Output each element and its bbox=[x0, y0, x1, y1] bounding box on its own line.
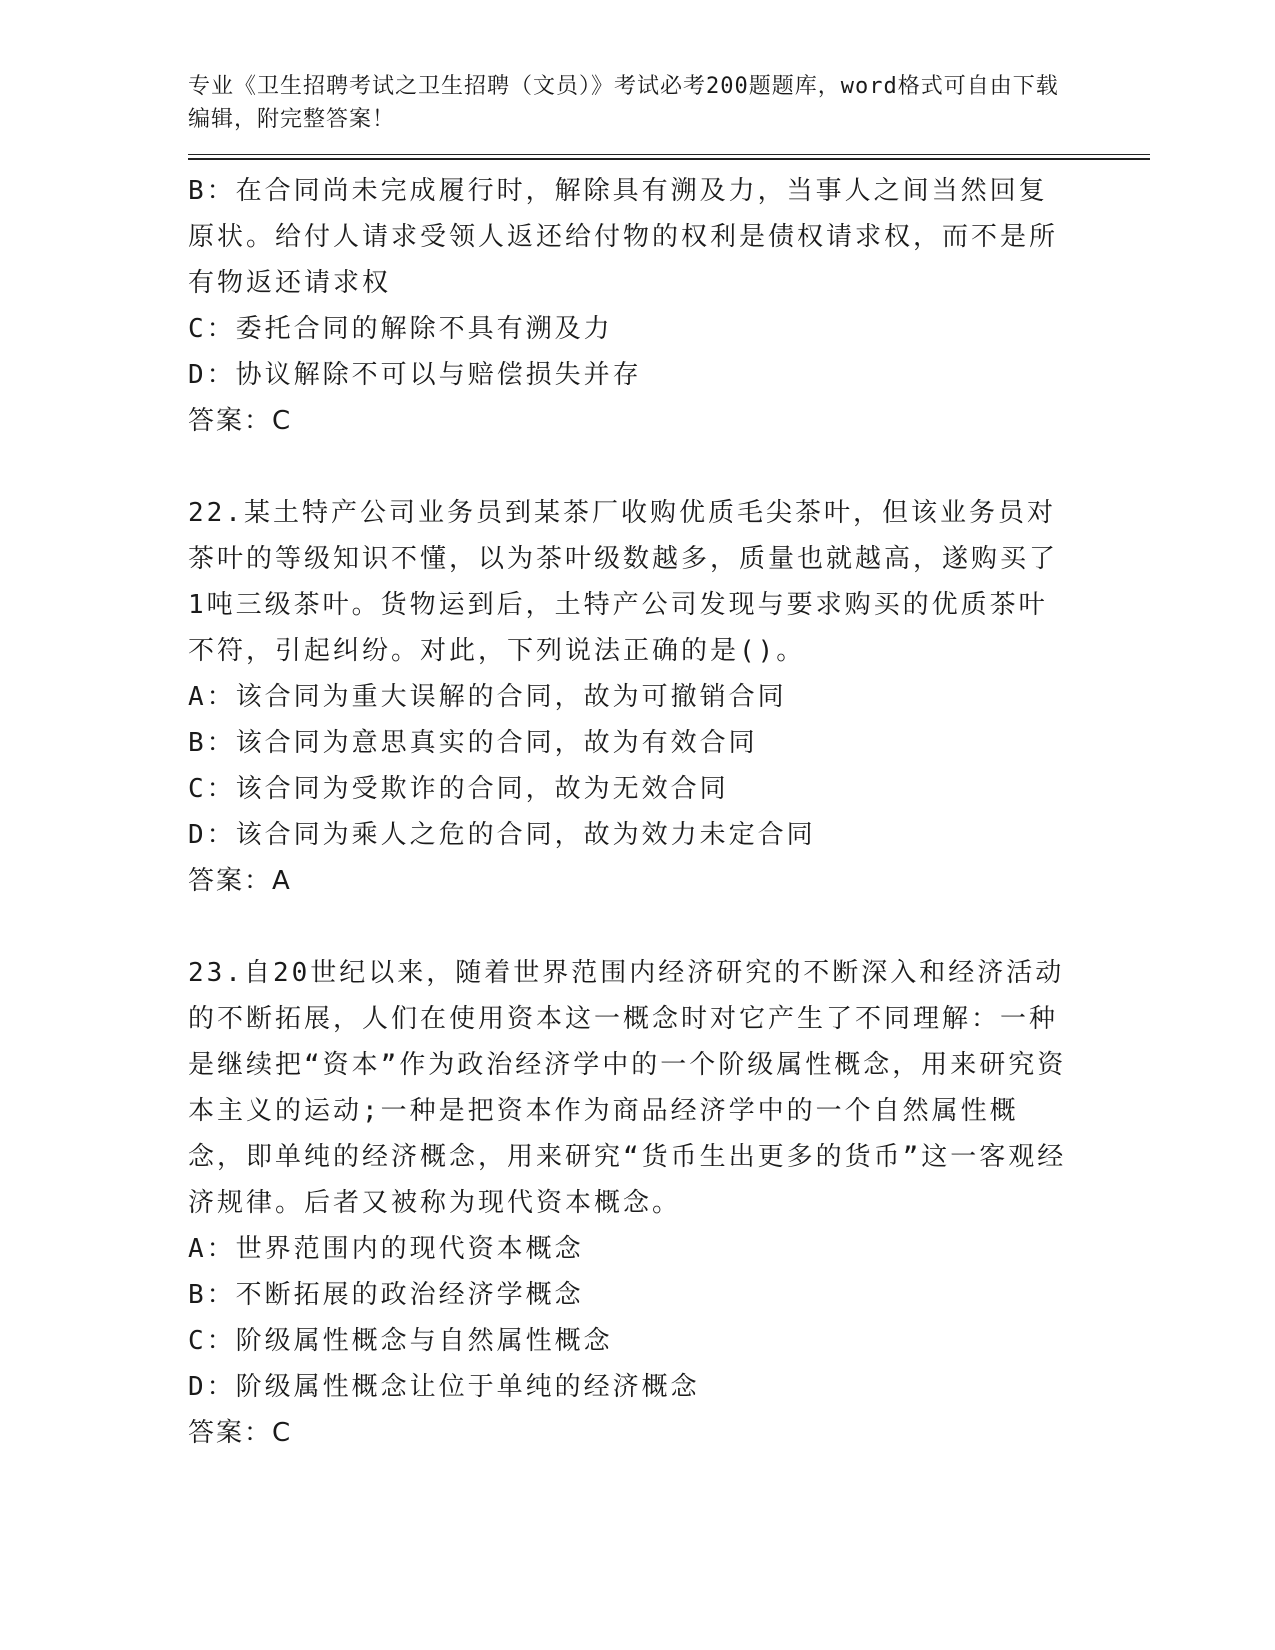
option-d: D：该合同为乘人之危的合同，故为效力未定合同 bbox=[188, 820, 816, 850]
option-b: B：不断拓展的政治经济学概念 bbox=[188, 1280, 584, 1310]
spacer bbox=[188, 904, 1068, 950]
header-divider bbox=[188, 154, 1150, 160]
option-b: B：在合同尚未完成履行时，解除具有溯及力，当事人之间当然回复原状。给付人请求受领人返还给付物的权利是债权请求权，而不是所有物返还请求权 bbox=[188, 176, 1059, 298]
option-a: A：世界范围内的现代资本概念 bbox=[188, 1234, 584, 1264]
option-c: C：阶级属性概念与自然属性概念 bbox=[188, 1326, 613, 1356]
option-a: A：该合同为重大误解的合同，故为可撤销合同 bbox=[188, 682, 787, 712]
option-b: B：该合同为意思真实的合同，故为有效合同 bbox=[188, 728, 758, 758]
question-content bbox=[188, 168, 1068, 1456]
answer-line: 答案：C bbox=[188, 406, 293, 436]
answer-line: 答案：A bbox=[188, 866, 292, 896]
option-d: D：协议解除不可以与赔偿损失并存 bbox=[188, 360, 642, 390]
option-c: C：该合同为受欺诈的合同，故为无效合同 bbox=[188, 774, 729, 804]
answer-line: 答案：C bbox=[188, 1418, 293, 1448]
option-c: C：委托合同的解除不具有溯及力 bbox=[188, 314, 613, 344]
option-d: D：阶级属性概念让位于单纯的经济概念 bbox=[188, 1372, 700, 1402]
question-stem: 22.某土特产公司业务员到某茶厂收购优质毛尖茶叶，但该业务员对茶叶的等级知识不懂，以为茶叶级数越多，质量也就越高，遂购买了1吨三级茶叶。货物运到后，土特产公司发现与要求购买的优质茶叶不符，引起纠纷。对此，下列说法正确的是()。 bbox=[188, 498, 1059, 666]
spacer bbox=[188, 444, 1068, 490]
document-header: 专业《卫生招聘考试之卫生招聘（文员）》考试必考200题题库，word格式可自由下载编辑，附完整答案！ bbox=[188, 74, 1059, 132]
document-page bbox=[188, 70, 1148, 1456]
question-23 bbox=[188, 950, 1068, 1456]
question-21-tail bbox=[188, 168, 1068, 444]
question-stem: 23.自20世纪以来，随着世界范围内经济研究的不断深入和经济活动的不断拓展，人们在使用资本这一概念时对它产生了不同理解：一种是继续把“资本”作为政治经济学中的一个阶级属性概念，用来研究资本主义的运动;一种是把资本作为商品经济学中的一个自然属性概念，即单纯的经济概念，用来研究“货币生出更多的货币”这一客观经济规律。后者又被称为现代资本概念。 bbox=[188, 958, 1067, 1218]
question-22 bbox=[188, 490, 1068, 904]
